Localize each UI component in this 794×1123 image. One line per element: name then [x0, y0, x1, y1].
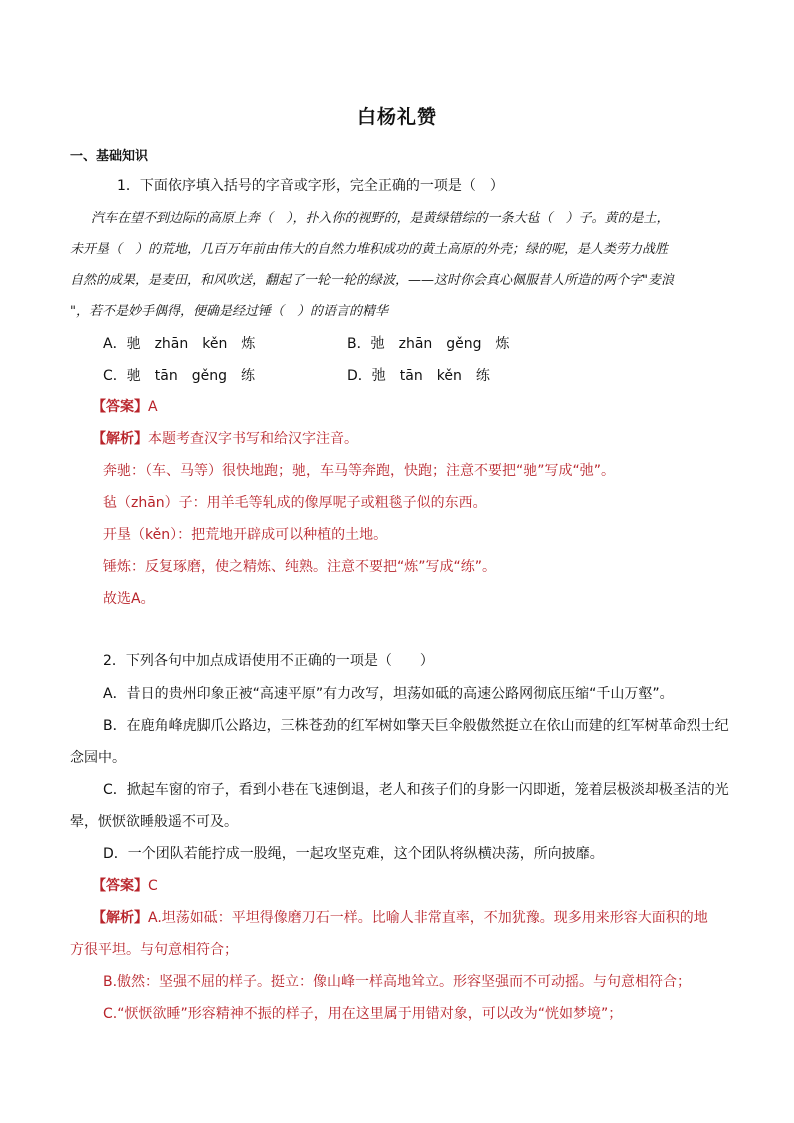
q2-explanation-line-2: 方很平坦。与句意相符合；	[70, 942, 238, 958]
q1-option-d: D．弛 tān kěn 练	[347, 368, 490, 384]
q1-passage-line-4: "，若不是妙手偶得，便确是经过锤（ ）的语言的精华	[70, 304, 388, 319]
q1-option-b: B．弛 zhān gěng 炼	[347, 336, 510, 352]
q2-explain-text-1a: A.坦荡如砥：平坦得像磨刀石一样。比喻人非常直率，不加犹豫。现多用来形容大面积的地	[148, 910, 708, 926]
q2-answer-label: 【答案】	[92, 878, 148, 894]
q2-option-d: D．一个团队若能拧成一股绳，一起攻坚克难，这个团队将纵横决荡，所向披靡。	[103, 846, 604, 862]
q1-answer-value: A	[148, 399, 158, 415]
q2-explain-label: 【解析】	[92, 910, 148, 926]
q1-explanation-line-3: 毡（zhān）子：用羊毛等轧成的像厚呢子或粗毯子似的东西。	[103, 495, 487, 511]
q1-explanation-line-6: 故选A。	[103, 591, 155, 607]
q1-stem: 1．下面依序填入括号的字音或字形，完全正确的一项是（ ）	[117, 178, 504, 194]
q2-explanation-line-4: C.“恹恹欲睡”形容精神不振的样子，用在这里属于用错对象，可以改为“恍如梦境”；	[103, 1006, 623, 1022]
q1-option-a: A．驰 zhān kěn 炼	[103, 336, 256, 352]
section-heading: 一、基础知识	[70, 149, 149, 164]
page-title: 白杨礼赞	[356, 106, 437, 128]
q1-answer	[92, 397, 158, 417]
q1-explain-label: 【解析】	[92, 431, 148, 447]
q2-explanation-line-3: B.傲然：坚强不屈的样子。挺立：像山峰一样高地耸立。形容坚强而不可动摇。与句意相符合；	[103, 974, 692, 990]
q2-answer	[92, 876, 158, 896]
q2-option-b-line-1: B．在鹿角峰虎脚爪公路边，三株苍劲的红军树如擎天巨伞般傲然挺立在依山而建的红军树革命烈士纪	[103, 718, 729, 734]
q2-option-c-line-2: 晕，恹恹欲睡般遥不可及。	[70, 814, 238, 830]
q2-answer-value: C	[148, 878, 158, 894]
q2-option-c-line-1: C．掀起车窗的帘子，看到小巷在飞速倒退，老人和孩子们的身影一闪即逝，笼着层极淡却极圣洁的光	[103, 782, 729, 798]
q1-option-c: C．驰 tān gěng 练	[103, 368, 255, 384]
q1-passage-line-2: 未开垦（ ）的荒地，几百万年前由伟大的自然力堆积成功的黄土高原的外壳；绿的呢，是人类劳力战胜	[70, 242, 669, 257]
q2-option-a: A．昔日的贵州印象正被“高速平原”有力改写，坦荡如砥的高速公路网彻底压缩“千山万壑”。	[103, 686, 674, 702]
q1-explanation-line-2: 奔驰：（车、马等）很快地跑；驰，车马等奔跑，快跑；注意不要把“驰”写成“弛”。	[103, 463, 616, 479]
q1-explanation-line-4: 开垦（kěn）：把荒地开辟成可以种植的土地。	[103, 527, 388, 543]
q1-explanation-line-5: 锤炼：反复琢磨，使之精炼、纯熟。注意不要把“炼”写成“练”。	[103, 559, 497, 575]
q1-passage-line-1: 汽车在望不到边际的高原上奔（ ），扑入你的视野的，是黄绿错综的一条大毡（ ）子。黄的是土，	[91, 211, 670, 226]
q1-explanation-line-1	[92, 429, 358, 449]
q2-stem: 2．下列各句中加点成语使用不正确的一项是（ ）	[103, 653, 434, 669]
q2-explanation-line-1	[92, 908, 708, 928]
q1-explain-text-1: 本题考查汉字书写和给汉字注音。	[148, 431, 358, 447]
q1-answer-label: 【答案】	[92, 399, 148, 415]
q2-option-b-line-2: 念园中。	[70, 750, 126, 766]
q1-passage-line-3: 自然的成果，是麦田，和风吹送，翻起了一轮一轮的绿波，——这时你会真心佩服昔人所造的两个字"麦浪	[70, 273, 674, 288]
